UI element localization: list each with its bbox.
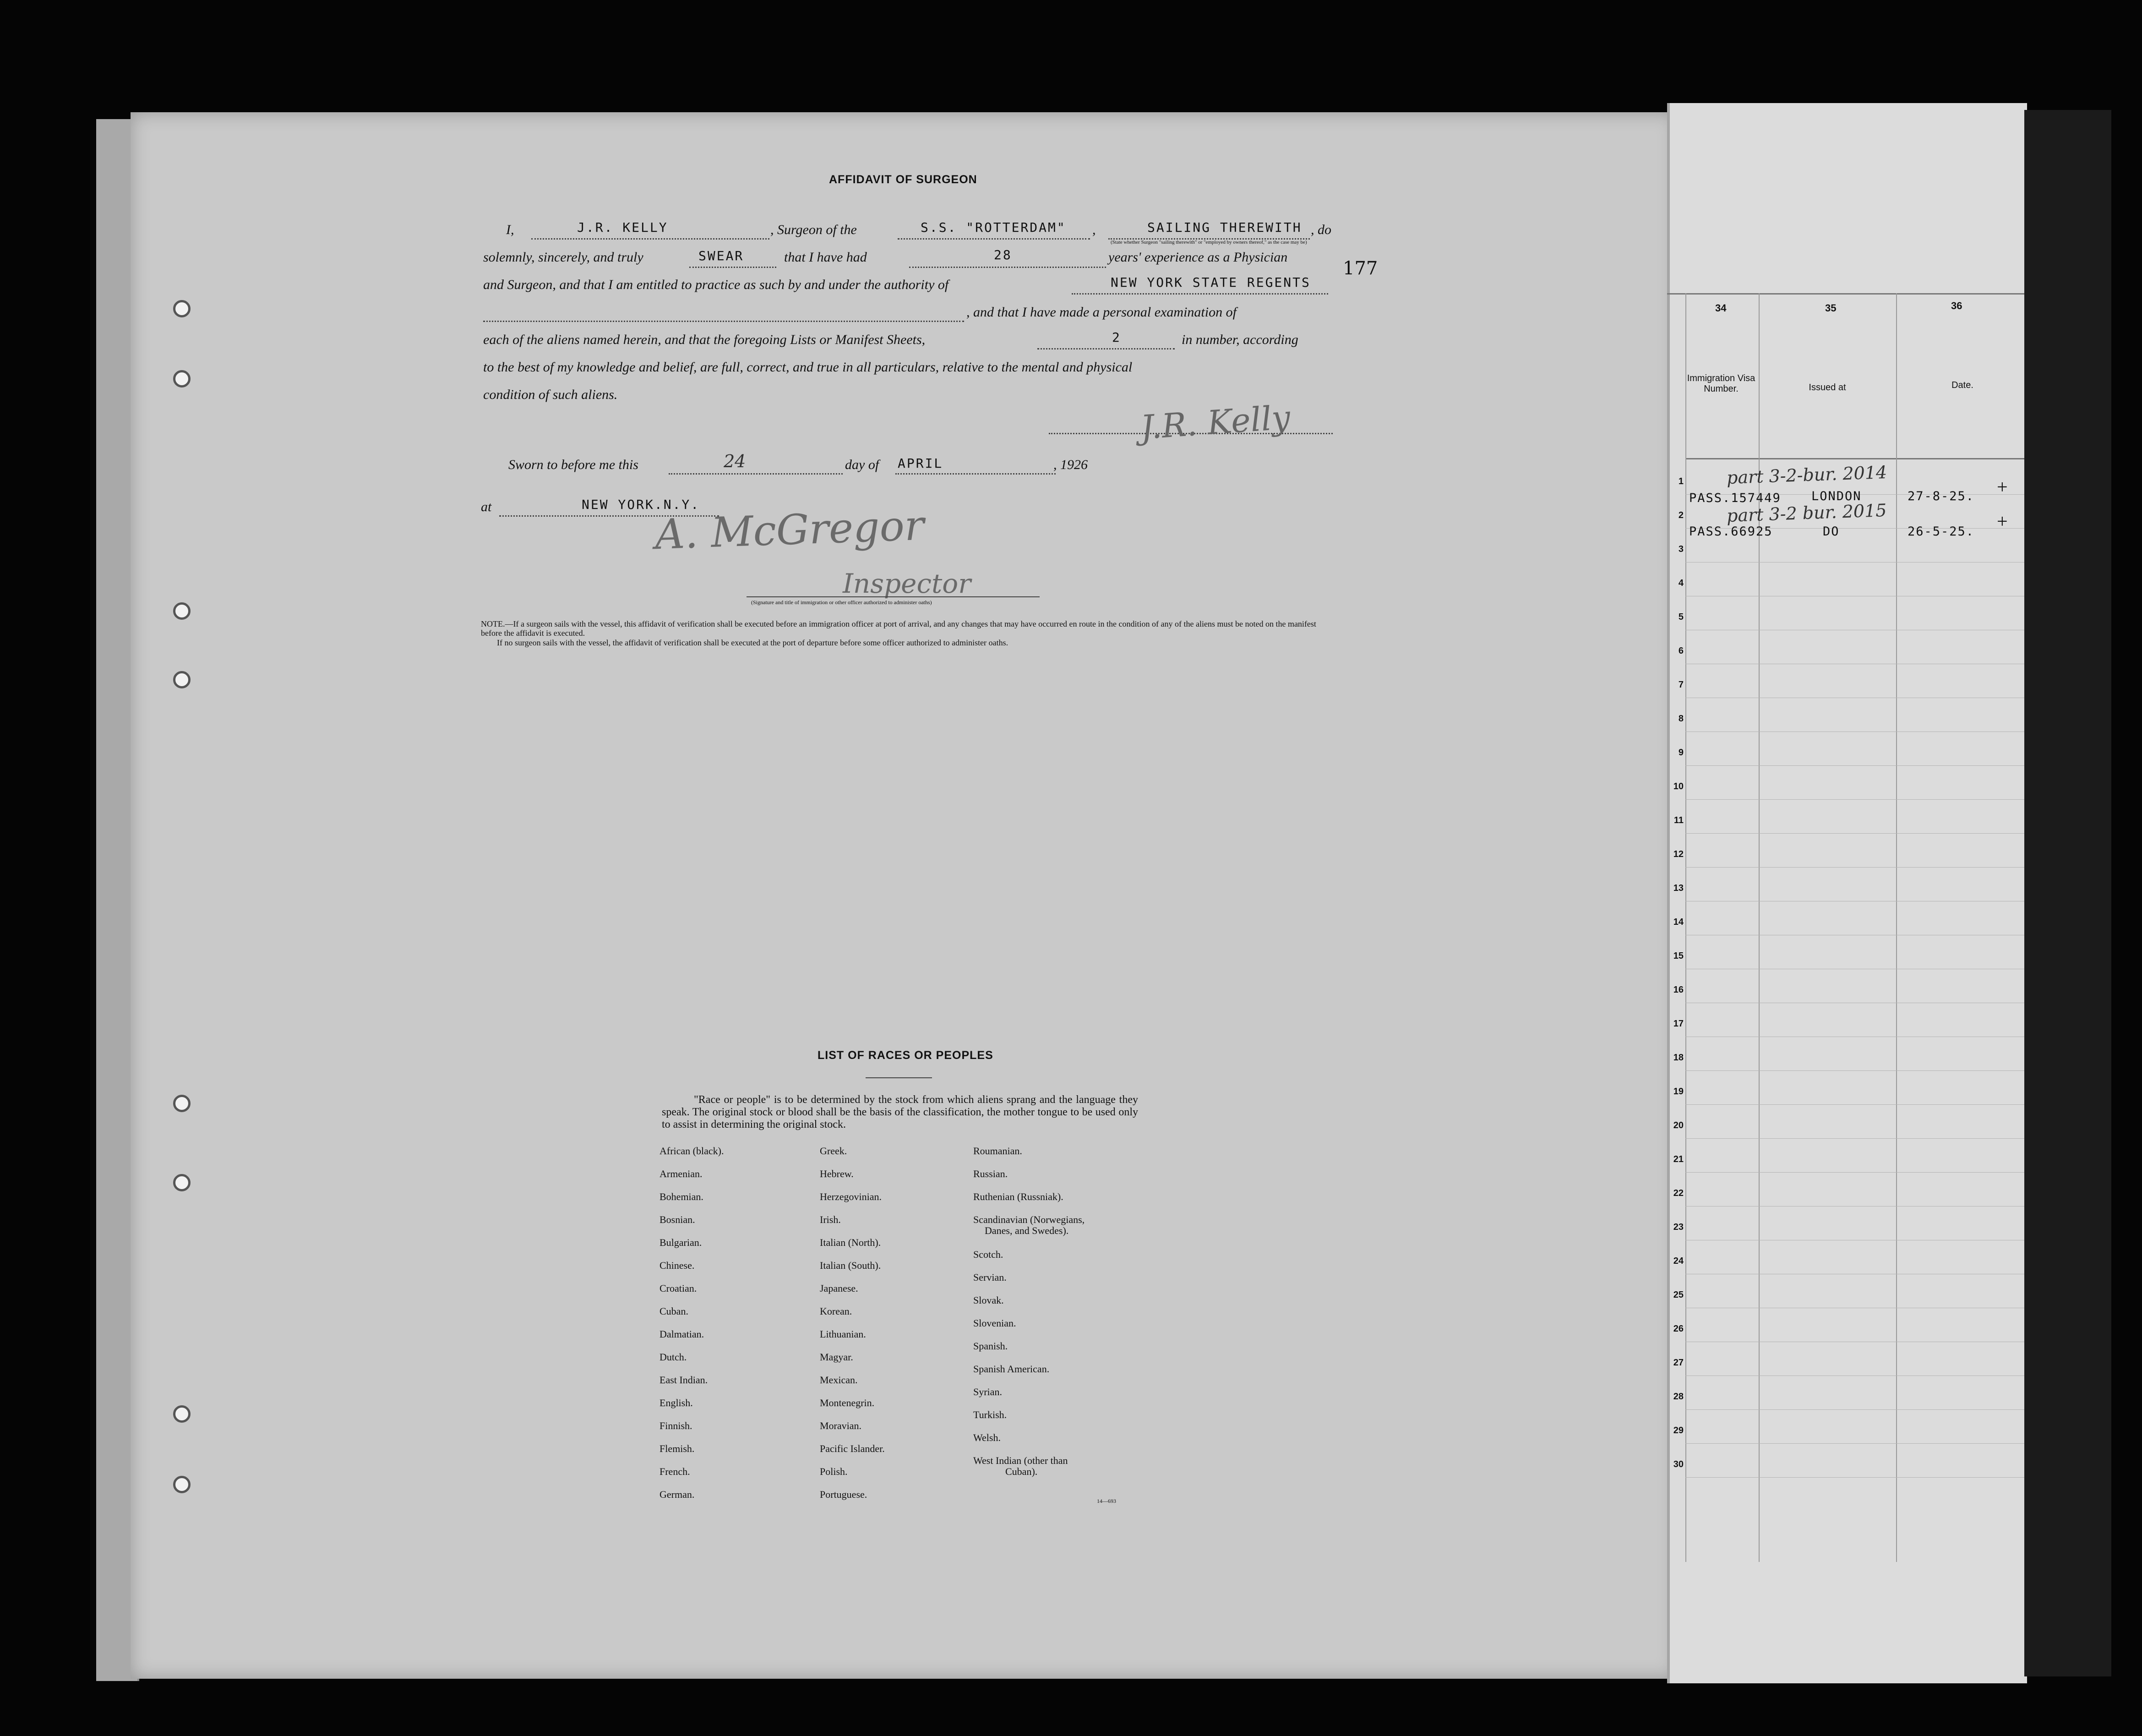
do-label: , do (1311, 222, 1331, 237)
column-divider (1896, 293, 1897, 1562)
race-item: Dutch. (659, 1351, 687, 1363)
race-item: Italian (North). (820, 1237, 881, 1248)
race-item: Pacific Islander. (820, 1443, 885, 1454)
line2-c: years' experience as a Physician (1108, 250, 1288, 265)
race-item: Polish. (820, 1466, 848, 1477)
column-number: 36 (1951, 300, 1962, 311)
i-label: I, (506, 222, 514, 237)
row-line (1685, 833, 2024, 834)
row-number: 15 (1673, 951, 1684, 961)
row-number: 20 (1673, 1120, 1684, 1130)
signature-caption: (Signature and title of immigration or other officer authorized to administer oaths) (751, 599, 932, 606)
race-item: African (black). (659, 1145, 724, 1157)
race-item: Bohemian. (659, 1191, 703, 1202)
race-item: Armenian. (659, 1168, 703, 1179)
form-number: 14—693 (1097, 1498, 1116, 1504)
handwritten-annotation: part 3-2 bur. 2015 (1726, 500, 1887, 526)
race-item: Mexican. (820, 1374, 858, 1386)
race-item: Spanish American. (973, 1363, 1050, 1375)
row-number: 14 (1673, 917, 1684, 927)
column-header: Issued at (1809, 382, 1846, 393)
race-item: Herzegovinian. (820, 1191, 882, 1202)
races-title-rule (866, 1077, 932, 1078)
binder-hole (173, 671, 191, 688)
race-item: Slovak. (973, 1294, 1004, 1306)
column-header: Immigration Visa Number. (1687, 373, 1755, 394)
races-column-2 (820, 1145, 957, 1512)
official-line (747, 596, 1040, 597)
issued-at: DO (1823, 524, 1840, 539)
line3-a: and Surgeon, and that I am entitled to practice as such by and under the authority of (483, 277, 949, 292)
row-number: 6 (1678, 646, 1684, 656)
row-line (1685, 867, 2024, 868)
races-column-1 (659, 1145, 797, 1512)
name-line (531, 238, 769, 240)
authority: NEW YORK STATE REGENTS (1111, 275, 1311, 290)
row-number: 23 (1673, 1222, 1684, 1232)
row-number: 17 (1673, 1019, 1684, 1029)
row-number: 18 (1673, 1053, 1684, 1063)
row-number: 30 (1673, 1459, 1684, 1469)
race-item: Syrian. (973, 1386, 1002, 1398)
note-2: If no surgeon sails with the vessel, the affidavit of verification shall be executed at the port of departure before some officer authorized to administer oaths. (497, 638, 1008, 647)
sworn-month: APRIL (898, 456, 943, 471)
sworn-place: NEW YORK.N.Y. (582, 497, 700, 512)
column-number: 35 (1825, 302, 1837, 314)
race-item: Danes, and Swedes). (985, 1225, 1069, 1236)
row-line (1685, 1138, 2024, 1139)
row-number: 5 (1678, 612, 1684, 622)
race-item: Cuban. (659, 1305, 688, 1317)
row-number: 4 (1678, 578, 1684, 588)
day-of-label: day of (845, 457, 879, 472)
row-number: 1 (1678, 476, 1684, 486)
visa-date: 26-5-25. (1908, 524, 1975, 539)
row-number: 19 (1673, 1086, 1684, 1097)
binder-hole (173, 300, 191, 317)
sailing-status: SAILING THEREWITH (1147, 220, 1302, 235)
races-column-3 (973, 1145, 1147, 1478)
row-line (1685, 765, 2024, 766)
race-item: Bulgarian. (659, 1237, 702, 1248)
row-number: 29 (1673, 1425, 1684, 1436)
column-header: Date. (1951, 380, 1973, 390)
row-number: 7 (1678, 680, 1684, 690)
race-item: Turkish. (973, 1409, 1007, 1420)
race-item: Magyar. (820, 1351, 853, 1363)
race-item: Dalmatian. (659, 1328, 704, 1340)
race-item: Scotch. (973, 1249, 1003, 1260)
race-item: Finnish. (659, 1420, 692, 1431)
race-item: Italian (South). (820, 1260, 881, 1271)
row-number: 24 (1673, 1256, 1684, 1266)
races-intro: "Race or people" is to be determined by the stock from which aliens sprang and the language they speak. The original stock or blood shall be the basis of the classification, the mother tongue to be used only to assist in determining the original stock. (662, 1094, 1138, 1130)
visa-date: 27-8-25. (1908, 489, 1975, 503)
check-mark: + (1997, 477, 2008, 498)
at-label: at (481, 499, 492, 514)
line4: , and that I have made a personal examination of (966, 305, 1237, 320)
sworn-year: , 1926 (1053, 457, 1088, 472)
note-1: NOTE.—If a surgeon sails with the vessel, this affidavit of verification shall be executed before an immigration officer at port of arrival, and any changes that may have occurred en route in the condition of any of the aliens must be noted on the manifest before the affidavit is executed. (481, 619, 1316, 638)
row-number: 16 (1673, 985, 1684, 995)
blank-line (483, 321, 964, 322)
race-item: Chinese. (659, 1260, 695, 1271)
line2-b: that I have had (784, 250, 867, 265)
day-line (669, 473, 843, 475)
row-line (1685, 1172, 2024, 1173)
race-item: Bosnian. (659, 1214, 695, 1225)
row-number: 27 (1673, 1358, 1684, 1368)
row-number: 3 (1678, 544, 1684, 554)
races-title: LIST OF RACES OR PEOPLES (818, 1049, 993, 1062)
row-number: 10 (1673, 781, 1684, 792)
binder-hole (173, 602, 191, 620)
handwritten-annotation: part 3-2-bur. 2014 (1726, 462, 1887, 488)
race-item: East Indian. (659, 1374, 708, 1386)
oath-line (689, 267, 776, 268)
line7: condition of such aliens. (483, 387, 618, 402)
visa-number: PASS.157449 (1689, 491, 1781, 505)
race-item: Scandinavian (Norwegians, (973, 1214, 1085, 1225)
race-item: Spanish. (973, 1340, 1008, 1352)
vessel-comma: , (1092, 222, 1096, 237)
row-line (1685, 1443, 2024, 1444)
row-number: 25 (1673, 1290, 1684, 1300)
race-item: Welsh. (973, 1432, 1001, 1443)
binder-hole (173, 1174, 191, 1191)
surgeon-name: J.R. KELLY (577, 220, 668, 235)
race-item: Russian. (973, 1168, 1008, 1179)
official-signature: A. McGregor (654, 501, 925, 559)
manifest-sheet-edge (1667, 103, 2027, 1683)
manifest-header-rule (1667, 293, 2024, 295)
race-item: German. (659, 1489, 695, 1500)
oath: SWEAR (698, 248, 744, 263)
row-number: 12 (1673, 849, 1684, 859)
binder-hole (173, 1095, 191, 1112)
row-number: 13 (1673, 883, 1684, 893)
years: 28 (994, 247, 1012, 262)
race-item: Flemish. (659, 1443, 695, 1454)
row-number: 9 (1678, 748, 1684, 758)
row-number: 8 (1678, 714, 1684, 724)
line5-b: in number, according (1182, 332, 1298, 347)
race-item: Hebrew. (820, 1168, 854, 1179)
row-line (1685, 1477, 2024, 1478)
row-number: 11 (1673, 815, 1684, 825)
race-item: French. (659, 1466, 690, 1477)
vessel-line (898, 238, 1090, 240)
month-line (895, 473, 1056, 475)
race-item: Korean. (820, 1305, 852, 1317)
column-divider (1685, 293, 1686, 1562)
check-mark: + (1997, 511, 2008, 532)
race-item: Japanese. (820, 1283, 858, 1294)
row-number: 26 (1673, 1324, 1684, 1334)
row-line (1685, 1104, 2024, 1105)
race-item: Croatian. (659, 1283, 697, 1294)
visa-number: PASS.66925 (1689, 524, 1773, 539)
row-number: 28 (1673, 1392, 1684, 1402)
row-number: 21 (1673, 1154, 1684, 1164)
years-line (909, 267, 1106, 268)
binder-hole (173, 1476, 191, 1493)
column-number: 34 (1715, 302, 1727, 314)
race-item: Greek. (820, 1145, 847, 1157)
race-item: Roumanian. (973, 1145, 1022, 1157)
race-item: West Indian (other than (973, 1455, 1068, 1466)
sheets-line (1037, 348, 1175, 349)
binding-strip (2024, 110, 2111, 1676)
sworn-day: 24 (724, 451, 746, 471)
surgeon-of-label: , Surgeon of the (770, 222, 857, 237)
official-title: Inspector (843, 568, 971, 599)
race-item: Irish. (820, 1214, 841, 1225)
authority-line (1072, 293, 1328, 295)
race-item: Lithuanian. (820, 1328, 866, 1340)
race-item: Slovenian. (973, 1317, 1016, 1329)
race-item: English. (659, 1397, 693, 1408)
row-line (1685, 799, 2024, 800)
issued-at: LONDON (1811, 489, 1862, 503)
race-item: Cuban). (1005, 1466, 1038, 1477)
race-item: Ruthenian (Russniak). (973, 1191, 1063, 1202)
sheets: 2 (1112, 330, 1121, 345)
line2-a: solemnly, sincerely, and truly (483, 250, 643, 265)
race-item: Portuguese. (820, 1489, 867, 1500)
binder-hole (173, 1405, 191, 1423)
binder-hole (173, 370, 191, 388)
manifest-subheader-rule (1685, 458, 2024, 459)
surgeon-signature: J.R. Kelly (1139, 398, 1292, 447)
row-number: 22 (1673, 1188, 1684, 1198)
line5-a: each of the aliens named herein, and that the foregoing Lists or Manifest Sheets, (483, 332, 926, 347)
row-number: 2 (1678, 510, 1684, 520)
race-item: Servian. (973, 1272, 1007, 1283)
affidavit-title: AFFIDAVIT OF SURGEON (829, 173, 977, 186)
line6: to the best of my knowledge and belief, are full, correct, and true in all particulars, relative to the mental and physical (483, 360, 1133, 375)
row-line (1685, 1409, 2024, 1410)
sworn-label: Sworn to before me this (508, 457, 638, 472)
sailing-note: (State whether Surgeon "sailing therewith" or "employed by owners thereof," as the case may be) (1111, 240, 1307, 245)
race-item: Montenegrin. (820, 1397, 875, 1408)
page-number: 177 (1343, 258, 1378, 279)
row-line (1685, 1070, 2024, 1071)
race-item: Moravian. (820, 1420, 862, 1431)
vessel-name: S.S. "ROTTERDAM" (921, 220, 1066, 235)
